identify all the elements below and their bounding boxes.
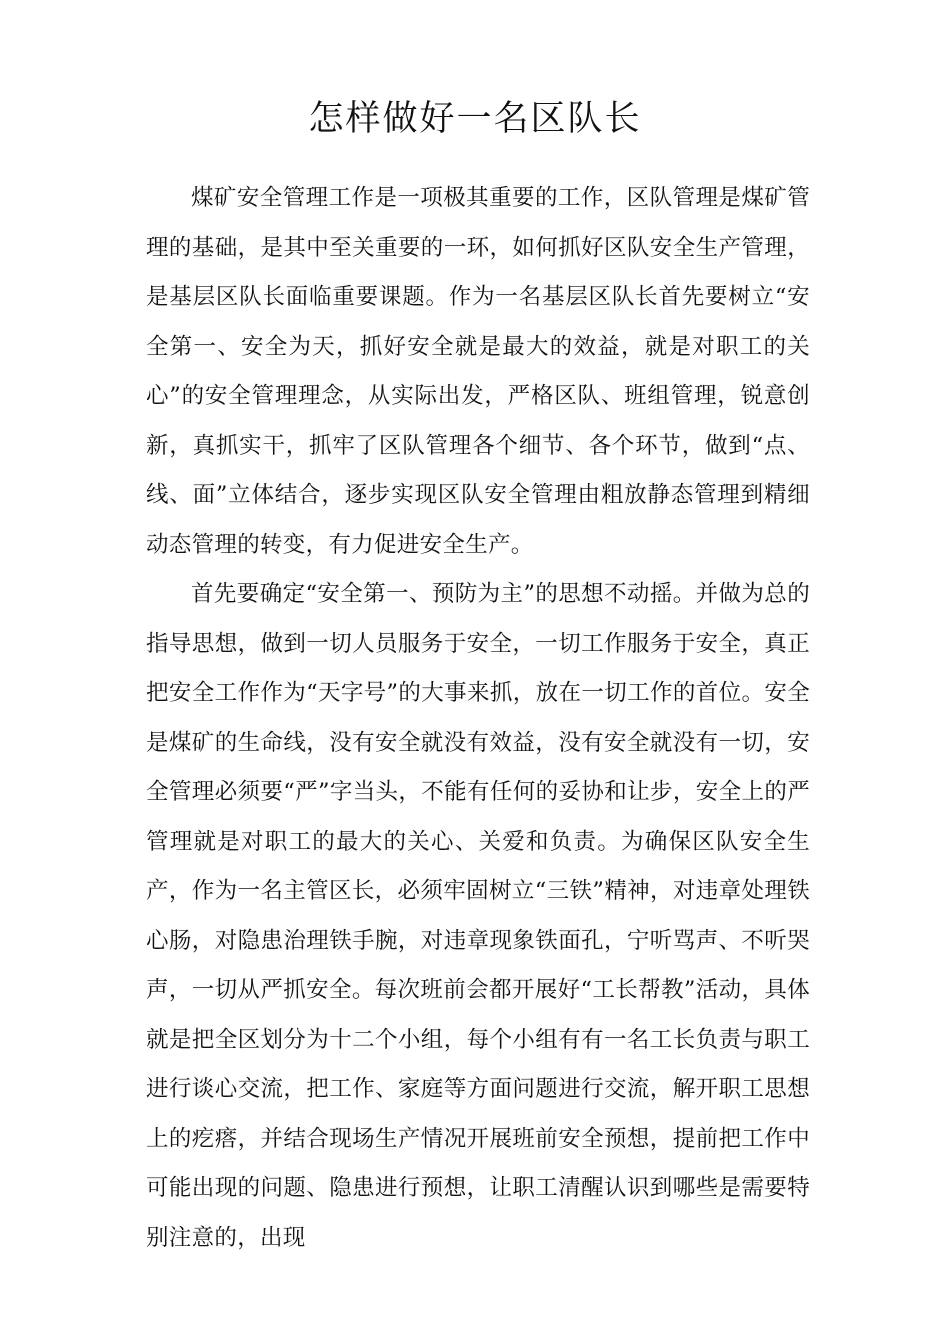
document-body bbox=[146, 174, 810, 1263]
paragraph-2: 首先要确定“安全第一、预防为主”的思想不动摇。并做为总的指导思想，做到一切人员服务于安全，一切工作服务于安全，真正把安全工作作为“天字号”的大事来抓，放在一切工作的首位。安全是煤矿的生命线，没有安全就没有效益，没有安全就没有一切，安全管理必须要“严”字当头，不能有任何的妥协和让步，安全上的严管理就是对职工的最大的关心、关爱和负责。为确保区队安全生产，作为一名主管区长，必须牢固树立“三铁”精神，对违章处理铁心肠，对隐患治理铁手腕，对违章现象铁面孔，宁听骂声、不听哭声，一切从严抓安全。每次班前会都开展好“工长帮教”活动，具体就是把全区划分为十二个小组，每个小组有有一名工长负责与职工进行谈心交流，把工作、家庭等方面问题进行交流，解开职工思想上的疙瘩，并结合现场生产情况开展班前安全预想，提前把工作中可能出现的问题、隐患进行预想，让职工清醒认识到哪些是需要特别注意的，出现 bbox=[146, 581, 810, 1251]
document-title: 怎样做好一名区队长 bbox=[308, 99, 642, 139]
paragraph-1: 煤矿安全管理工作是一项极其重要的工作，区队管理是煤矿管理的基础，是其中至关重要的一环，如何抓好区队安全生产管理，是基层区队长面临重要课题。作为一名基层区队长首先要树立“安全第一、安全为天，抓好安全就是最大的效益，就是对职工的关心”的安全管理理念，从实际出发，严格区队、班组管理，锐意创新，真抓实干，抓牢了区队管理各个细节、各个环节，做到“点、线、面”立体结合，逐步实现区队安全管理由粗放静态管理到精细动态管理的转变，有力促进安全生产。 bbox=[146, 185, 810, 558]
